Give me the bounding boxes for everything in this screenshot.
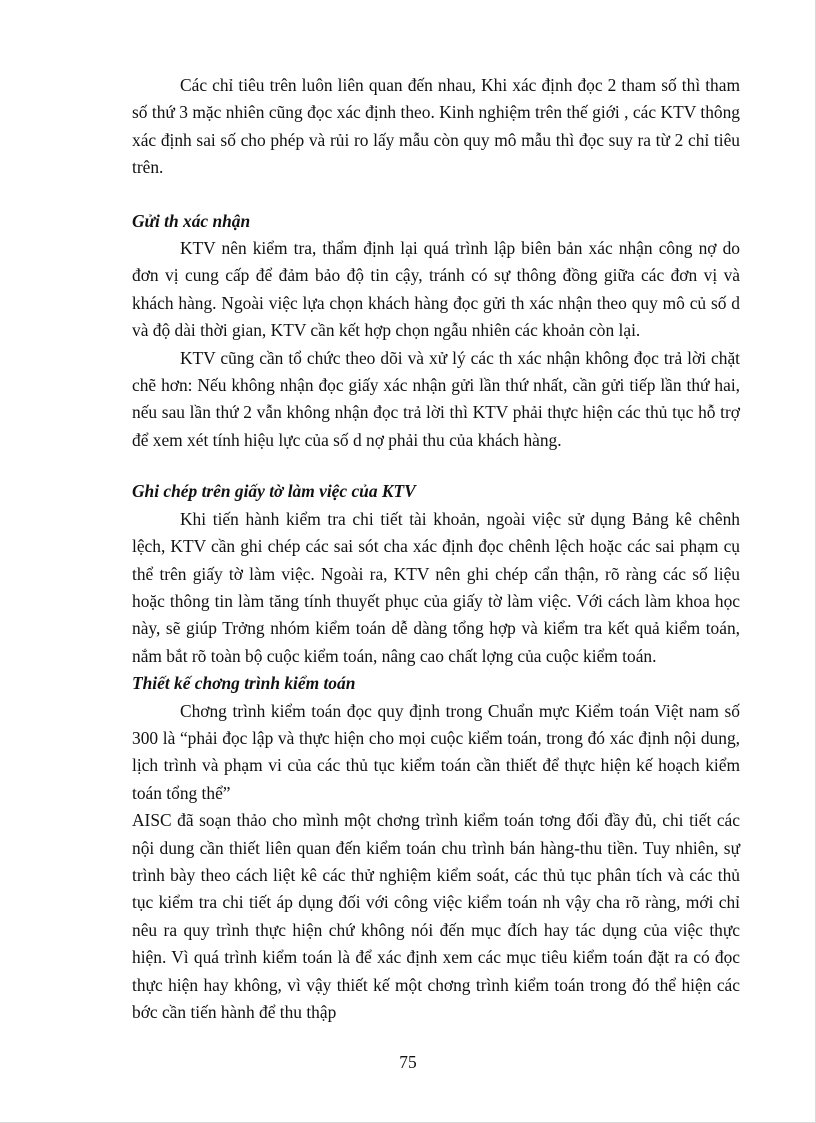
heading-working-papers: Ghi chép trên giấy tờ làm việc của KTV	[132, 481, 416, 502]
paragraph-follow-up-confirmation: KTV cũng cần tổ chức theo dõi và xử lý các th xác nhận không đọc trả lời chặt chẽ hơn: Nếu không nhận đọc giấy xác nhận gửi lần thứ nhất, cần gửi tiếp lần thứ hai, nếu sau lần thứ 2 vẫn không nhận đọc trả lời thì KTV phải thực hiện các thủ tục hỗ trợ để xem xét tính hiệu lực của số d nợ phải thu của khách hàng.	[132, 347, 740, 450]
page-number: 75	[399, 1052, 417, 1072]
paragraph-aisc-program: AISC đã soạn thảo cho mình một chơng trình kiểm toán tơng đối đầy đủ, chi tiết các nội dung cần thiết liên quan đến kiểm toán chu trình bán hàng-thu tiền. Tuy nhiên, sự trình bày theo cách liệt kê các thử nghiệm kiểm soát, các thủ tục phân tích và các thủ tục kiểm tra chi tiết áp dụng đối với công việc kiểm toán nh vậy cha rõ ràng, mới chỉ nêu ra quy trình thực hiện chứ không nói đến mục đích hay tác dụng của việc thực hiện. Vì quá trình kiểm toán là để xác định xem các mục tiêu kiểm toán đặt ra có đọc thực hiện hay không, vì vậy thiết kế một chơng trình kiểm toán trong đó thể hiện các bớc cần tiến hành để thu thập	[132, 810, 740, 1022]
paragraph-verify-confirmation: KTV nên kiểm tra, thẩm định lại quá trình lập biên bản xác nhận công nợ do đơn vị cung cấp để đảm bảo độ tin cậy, tránh có sự thông đồng giữa các đơn vị và khách hàng. Ngoài việc lựa chọn khách hàng đọc gửi th xác nhận theo quy mô củ số d và độ dài thời gian, KTV cần kết hợp chọn ngẫu nhiên các khoản còn lại.	[132, 238, 740, 341]
heading-send-confirmation: Gửi th xác nhận	[132, 210, 251, 231]
paragraph-sample-parameters: Các chỉ tiêu trên luôn liên quan đến nhau, Khi xác định đọc 2 tham số thì tham số thứ 3 mặc nhiên cũng đọc xác định theo. Kinh nghiệm trên thế giới , các KTV thông xác định sai số cho phép và rủi ro lấy mẫu còn quy mô mẫu thì đọc suy ra từ 2 chỉ tiêu trên.	[132, 75, 740, 178]
paragraph-audit-program-standard: Chơng trình kiểm toán đọc quy định trong Chuẩn mực Kiểm toán Việt nam số 300 là “phải đọc lập và thực hiện cho mọi cuộc kiểm toán, trong đó xác định nội dung, lịch trình và phạm vi của các thủ tục kiểm toán cần thiết để thực hiện kế hoạch kiểm toán tổng thể”	[132, 700, 740, 803]
heading-audit-program-design: Thiết kế chơng trình kiểm toán	[132, 673, 356, 694]
page-body	[132, 72, 740, 1026]
paragraph-working-papers: Khi tiến hành kiểm tra chi tiết tài khoản, ngoài việc sử dụng Bảng kê chênh lệch, KTV cần ghi chép các sai sót cha xác định đọc chênh lệch hoặc các sai phạm cụ thể trên giấy tờ làm việc. Ngoài ra, KTV nên ghi chép cẩn thận, rõ ràng các số liệu hoặc thông tin làm tăng tính thuyết phục của giấy tờ làm việc. Với cách làm khoa học này, sẽ giúp Trởng nhóm kiểm toán dễ dàng tổng hợp và kiểm tra kết quả kiểm toán, nắm bắt rõ toàn bộ cuộc kiểm toán, nâng cao chất lợng của cuộc kiểm toán.	[132, 508, 740, 666]
